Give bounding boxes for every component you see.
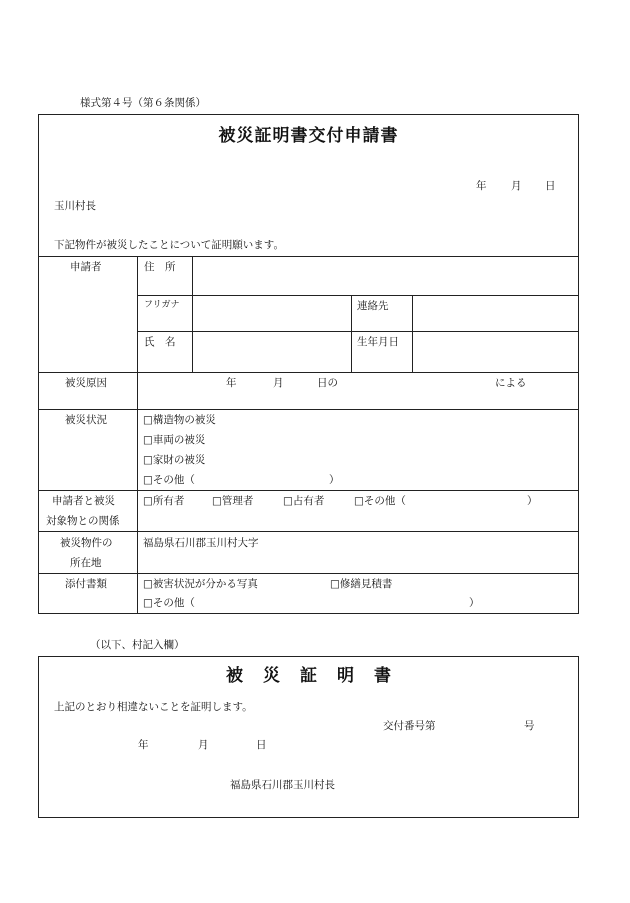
relation-label-line1: 申請者と被災 <box>52 495 115 507</box>
location-value[interactable]: 福島県石川郡玉川村大字 <box>143 537 259 549</box>
birthdate-field[interactable] <box>414 333 577 370</box>
cert-date-year-label: 年 <box>138 739 149 751</box>
attachment-option-estimate[interactable]: □修繕見積書 <box>330 578 393 590</box>
address-field[interactable] <box>194 258 577 293</box>
addressee: 玉川村長 <box>54 200 96 212</box>
status-option-household[interactable]: □家財の被災 <box>143 454 206 466</box>
certificate-statement: 上記のとおり相違ないことを証明します。 <box>54 701 253 713</box>
issue-number-suffix: 号 <box>524 720 535 732</box>
location-label-line2: 所在地 <box>70 557 102 569</box>
birthdate-label: 生年月日 <box>357 336 399 348</box>
relation-option-other[interactable]: □その他（ <box>354 495 406 507</box>
contact-label: 連絡先 <box>357 300 389 312</box>
applicant-label: 申請者 <box>70 261 102 273</box>
certificate-issuer: 福島県石川郡玉川村長 <box>230 779 335 791</box>
attachments-label: 添付書類 <box>65 578 107 590</box>
date-month-label: 月 <box>511 180 522 192</box>
status-label: 被災状況 <box>65 414 107 426</box>
certificate-title: 被災証明書 <box>226 666 411 686</box>
relation-option-owner[interactable]: □所有者 <box>143 495 185 507</box>
date-day-label: 日 <box>545 180 556 192</box>
relation-option-occupant[interactable]: □占有者 <box>283 495 325 507</box>
attachment-other-close: ） <box>469 597 480 609</box>
request-text: 下記物件が被災したことについて証明願います。 <box>54 239 284 251</box>
cert-date-day-label: 日 <box>256 739 267 751</box>
location-label-line1: 被災物件の <box>60 537 113 549</box>
furigana-field[interactable] <box>194 297 349 329</box>
cause-suffix: による <box>495 377 527 389</box>
relation-other-close: ） <box>527 495 538 507</box>
status-option-vehicle[interactable]: □車両の被災 <box>143 434 206 446</box>
cause-label: 被災原因 <box>65 377 107 389</box>
status-option-structure[interactable]: □構造物の被災 <box>143 414 216 426</box>
cause-day-label: 日の <box>317 377 338 389</box>
address-label: 住 所 <box>144 261 176 273</box>
issue-number-label: 交付番号第 <box>383 720 436 732</box>
attachment-option-photos[interactable]: □被害状況が分かる写真 <box>143 578 258 590</box>
cert-date-month-label: 月 <box>198 739 209 751</box>
cause-year-label: 年 <box>226 377 237 389</box>
attachment-option-other[interactable]: □その他（ <box>143 597 195 609</box>
name-label: 氏 名 <box>144 336 176 348</box>
date-year-label: 年 <box>476 180 487 192</box>
cause-month-label: 月 <box>273 377 284 389</box>
status-option-other[interactable]: □その他（ <box>143 474 195 486</box>
form-label: 様式第４号（第６条関係） <box>80 97 206 109</box>
relation-option-manager[interactable]: □管理者 <box>212 495 254 507</box>
village-note: （以下、村記入欄） <box>90 639 185 651</box>
application-title: 被災証明書交付申請書 <box>218 126 399 146</box>
relation-label-line2: 対象物との関係 <box>46 515 120 527</box>
furigana-label: フリガナ <box>144 300 180 310</box>
contact-field[interactable] <box>414 297 577 329</box>
name-field[interactable] <box>194 333 349 370</box>
status-other-close: ） <box>329 474 340 486</box>
